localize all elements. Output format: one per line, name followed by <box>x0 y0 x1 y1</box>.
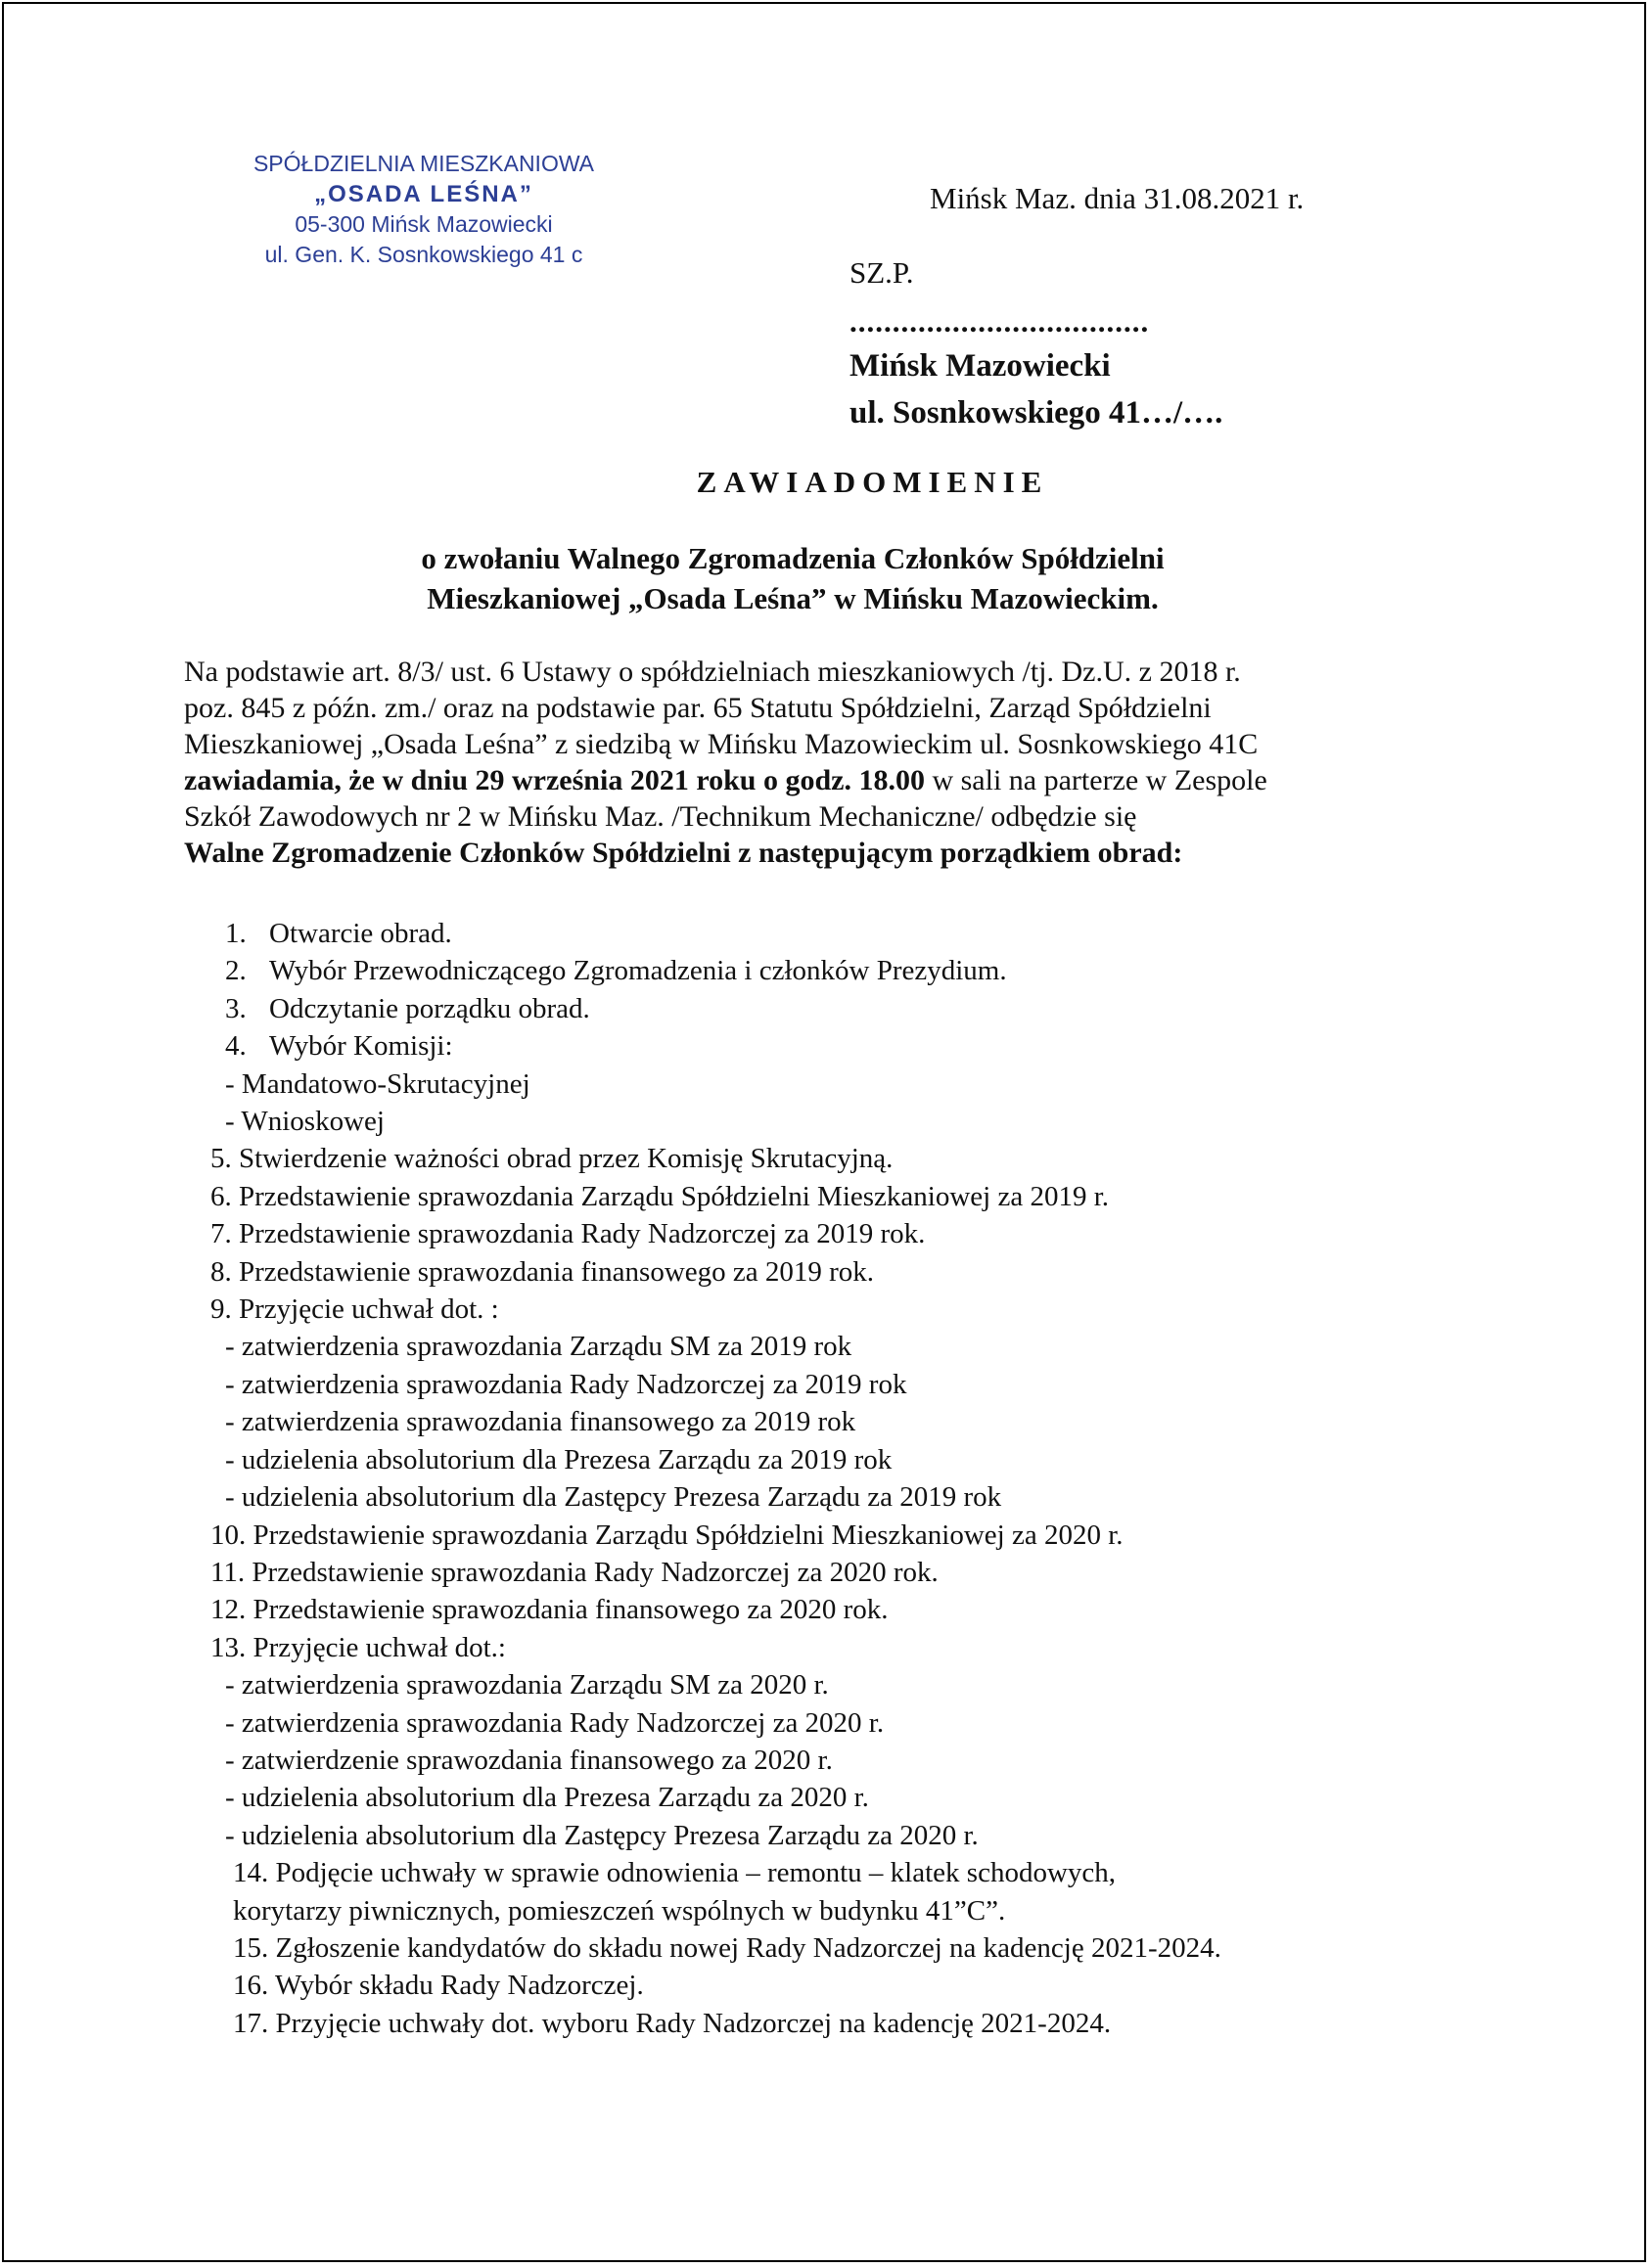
agenda-subitem: - zatwierdzenia sprawozdania Rady Nadzorczej za 2020 r. <box>225 1706 885 1739</box>
agenda-subitem: - Wnioskowej <box>225 1106 385 1138</box>
document-title: ZAWIADOMIENIE <box>696 465 1049 499</box>
agenda-item: 6. Przedstawienie sprawozdania Zarządu Spółdzielni Mieszkaniowej za 2019 r. <box>210 1180 1110 1212</box>
recipient-prefix: SZ.P. <box>849 255 914 290</box>
document-subtitle <box>352 538 1233 618</box>
agenda-item: 17. Przyjęcie uchwały dot. wyboru Rady Nadzorczej na kadencję 2021-2024. <box>233 2007 1112 2039</box>
stamp-line-postal: 05-300 Mińsk Mazowiecki <box>295 211 553 237</box>
agenda-item: 11. Przedstawienie sprawozdania Rady Nadzorczej za 2020 rok. <box>210 1556 939 1588</box>
paragraph-line: Mieszkaniowej „Osada Leśna” z siedzibą w Mińsku Mazowieckim ul. Sosnkowskiego 41C <box>184 728 1259 760</box>
recipient-city: Mińsk Mazowiecki <box>849 348 1111 384</box>
agenda-item: 15. Zgłoszenie kandydatów do składu nowej Rady Nadzorczej na kadencję 2021-2024. <box>233 1931 1221 1964</box>
agenda-subitem: - udzielenia absolutorium dla Prezesa Zarządu za 2019 rok <box>225 1443 893 1475</box>
recipient-address <box>849 252 1222 436</box>
agenda-item: 7. Przedstawienie sprawozdania Rady Nadzorczej za 2019 rok. <box>210 1218 926 1250</box>
agenda-item-number: 3. <box>225 992 247 1024</box>
stamp-line-name: SPÓŁDZIELNIA MIESZKANIOWA <box>252 151 595 176</box>
agenda-subitem: - Mandatowo-Skrutacyjnej <box>225 1067 530 1100</box>
agenda-item-text: Otwarcie obrad. <box>269 918 452 949</box>
agenda-item: 8. Przedstawienie sprawozdania finansowego za 2019 rok. <box>210 1255 875 1288</box>
paragraph-text: zawiadamia, że w <box>184 764 411 796</box>
stamp-line-street: ul. Gen. K. Sosnkowskiego 41 c <box>264 242 583 267</box>
subtitle-line-1: o zwołaniu Walnego Zgromadzenia Członków Spółdzielni <box>421 541 1165 575</box>
paragraph-line: Szkół Zawodowych nr 2 w Mińsku Maz. /Technikum Mechaniczne/ odbędzie się <box>184 800 1137 833</box>
meeting-date-time: dniu 29 września 2021 roku o godz. 18.00 <box>410 764 925 796</box>
agenda-item: 9. Przyjęcie uchwał dot. : <box>210 1293 499 1326</box>
agenda-item-number: 2. <box>225 955 247 987</box>
paragraph-line: Na podstawie art. 8/3/ ust. 6 Ustawy o spółdzielniach mieszkaniowych /tj. Dz.U. z 2018 r. <box>184 656 1241 688</box>
agenda-subitem: - udzielenia absolutorium dla Prezesa Zarządu za 2020 r. <box>225 1782 869 1814</box>
document-date: Mińsk Maz. dnia 31.08.2021 r. <box>930 181 1305 215</box>
agenda-item-number: 4. <box>225 1030 247 1063</box>
agenda-item: 14. Podjęcie uchwały w sprawie odnowienia – remontu – klatek schodowych, <box>233 1857 1117 1889</box>
recipient-street: ul. Sosnkowskiego 41…/…. <box>849 395 1223 431</box>
agenda-item <box>225 990 1448 1027</box>
agenda-subitem: - udzielenia absolutorium dla Zastępcy Prezesa Zarządu za 2019 rok <box>225 1481 1002 1514</box>
agenda-subitem: - zatwierdzenia sprawozdania Zarządu SM za 2020 r. <box>225 1669 829 1701</box>
agenda-item <box>225 1027 1448 1065</box>
stamp-line-osada: „OSADA LEŚNA” <box>314 181 533 207</box>
agenda-item-continuation: korytarzy piwnicznych, pomieszczeń wspólnych w budynku 41”C”. <box>233 1894 1006 1927</box>
agenda-item: 12. Przedstawienie sprawozdania finansowego za 2020 rok. <box>210 1594 889 1626</box>
notice-paragraph <box>184 654 1437 871</box>
paragraph-line: Walne Zgromadzenie Członków Spółdzielni z następującym porządkiem obrad: <box>184 837 1183 869</box>
agenda-subitem: - zatwierdzenia sprawozdania finansowego za 2019 rok <box>225 1406 856 1438</box>
agenda-list <box>210 915 1448 2042</box>
agenda-item <box>225 952 1448 989</box>
subtitle-line-2: Mieszkaniowej „Osada Leśna” w Mińsku Mazowieckim. <box>427 581 1159 615</box>
agenda-item: 10. Przedstawienie sprawozdania Zarządu Spółdzielni Mieszkaniowej za 2020 r. <box>210 1519 1124 1551</box>
agenda-item: 5. Stwierdzenie ważności obrad przez Komisję Skrutacyjną. <box>210 1143 894 1175</box>
agenda-item-text: Odczytanie porządku obrad. <box>269 992 590 1024</box>
agenda-item: 13. Przyjęcie uchwał dot.: <box>210 1631 506 1663</box>
agenda-item-text: Wybór Przewodniczącego Zgromadzenia i członków Prezydium. <box>269 955 1007 987</box>
agenda-subitem: - udzielenia absolutorium dla Zastępcy Prezesa Zarządu za 2020 r. <box>225 1819 979 1851</box>
agenda-item-number: 1. <box>225 918 247 949</box>
recipient-name-placeholder: ................................... <box>849 304 1150 339</box>
agenda-item: 16. Wybór składu Rady Nadzorczej. <box>233 1970 644 2002</box>
agenda-subitem: - zatwierdzenia sprawozdania Zarządu SM za 2019 rok <box>225 1331 852 1363</box>
paragraph-text: w sali na parterze w Zespole <box>924 764 1267 796</box>
paragraph-line <box>184 762 1437 798</box>
paragraph-line: poz. 845 z późn. zm./ oraz na podstawie par. 65 Statutu Spółdzielni, Zarząd Spółdzielni <box>184 692 1212 724</box>
agenda-subitem: - zatwierdzenia sprawozdania Rady Nadzorczej za 2019 rok <box>225 1368 907 1400</box>
agenda-item <box>225 915 1448 952</box>
agenda-subitem: - zatwierdzenie sprawozdania finansowego za 2020 r. <box>225 1744 833 1776</box>
agenda-item-text: Wybór Komisji: <box>269 1030 453 1063</box>
cooperative-stamp <box>233 149 615 270</box>
